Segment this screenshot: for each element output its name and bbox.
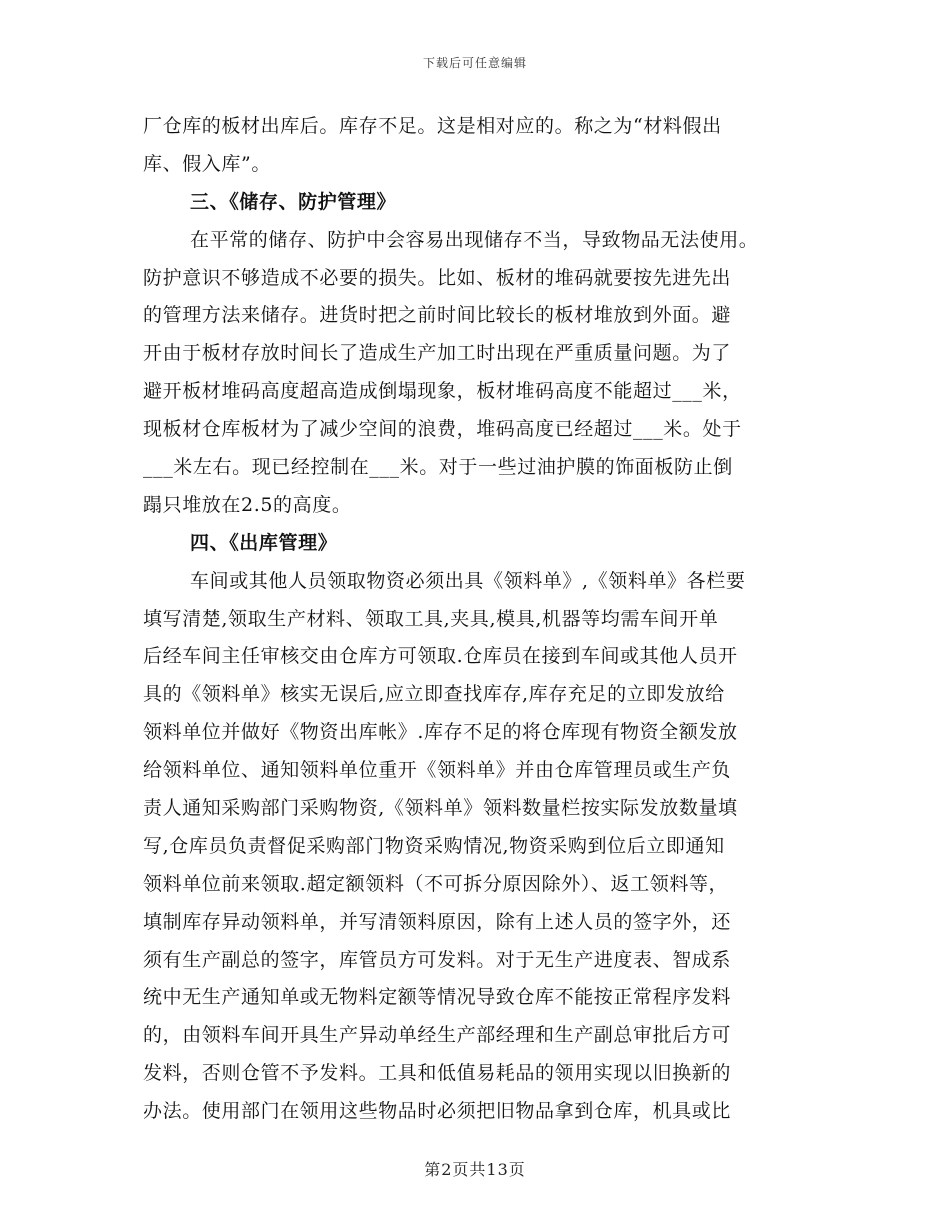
section-heading: 三、《储存、防护管理》 [190, 190, 397, 213]
text-line: 具的《领料单》核实无误后,应立即查找库存,库存充足的立即发放给 [143, 683, 725, 706]
text-line: 的，由领料车间开具生产异动单经生产部经理和生产副总审批后方可 [143, 1024, 732, 1047]
text-line: 给领料单位、通知领料单位重开《领料单》并由仓库管理员或生产负 [143, 759, 732, 782]
text-line: 车间或其他人员领取物资必须出具《领料单》,《领料单》各栏要 [190, 569, 746, 592]
text-line: 的管理方法来储存。进货时把之前时间比较长的板材堆放到外面。避 [143, 304, 732, 327]
section-heading: 四、《出库管理》 [190, 531, 338, 554]
text-line: 现板材仓库板材为了减少空间的浪费，堆码高度已经超过___米。处于 [143, 418, 742, 441]
text-line: 填制库存异动领料单，并写清领料原因，除有上述人员的签字外，还 [143, 910, 732, 933]
text-line: 发料，否则仓管不予发料。工具和低值易耗品的领用实现以旧换新的 [143, 1062, 732, 1085]
text-line: ___米左右。现已经控制在___米。对于一些过油护膜的饰面板防止倒 [143, 456, 733, 479]
text-line: 蹋只堆放在2.5的高度。 [143, 493, 352, 516]
text-line: 办法。使用部门在领用这些物品时必须把旧物品拿到仓库，机具或比 [143, 1100, 732, 1123]
text-line: 防护意识不够造成不必要的损失。比如、板材的堆码就要按先进先出 [143, 266, 732, 289]
text-line: 开由于板材存放时间长了造成生产加工时出现在严重质量问题。为了 [143, 342, 732, 365]
text-line: 领料单位并做好《物资出库帐》.库存不足的将仓库现有物资全额发放 [143, 721, 738, 744]
text-line: 领料单位前来领取.超定额领料（不可拆分原因除外）、返工领料等， [143, 872, 729, 895]
text-line: 须有生产副总的签字，库管员方可发料。对于无生产进度表、智成系 [143, 948, 732, 971]
text-line: 写,仓库员负责督促采购部门物资采购情况,物资采购到位后立即通知 [143, 834, 725, 857]
text-line: 在平常的储存、防护中会容易出现储存不当，导致物品无法使用。 [190, 228, 759, 251]
text-line: 厂仓库的板材出库后。库存不足。这是相对应的。称之为“材料假出 [143, 115, 722, 137]
text-line: 责人通知采购部门采购物资,《领料单》领料数量栏按实际发放数量填 [143, 797, 738, 820]
text-line: 统中无生产通知单或无物料定额等情况导致仓库不能按正常程序发料 [143, 986, 732, 1009]
page-footer: 第2页共13页 [424, 1160, 526, 1179]
text-line: 避开板材堆码高度超高造成倒塌现象，板材堆码高度不能超过___米， [143, 380, 742, 403]
text-line: 库、假入库”。 [143, 152, 271, 175]
text-line: 后经车间主任审核交由仓库方可领取.仓库员在接到车间或其他人员开 [143, 645, 738, 668]
body-text [143, 108, 811, 1131]
page-header: 下载后可任意编辑 [422, 56, 527, 70]
text-line: 填写清楚,领取生产材料、领取工具,夹具,模具,机器等均需车间开单 [143, 607, 719, 630]
